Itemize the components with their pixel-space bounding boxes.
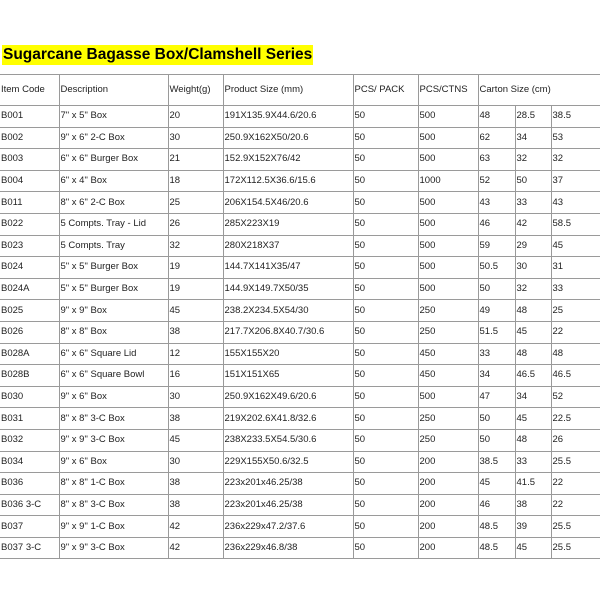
cell-weight: 38 [168, 321, 223, 343]
table-row [0, 408, 600, 430]
cell-carton-height: 22 [551, 494, 600, 516]
cell-product-size: 152.9X152X76/42 [223, 149, 353, 171]
cell-pcs-ctns: 250 [418, 408, 478, 430]
cell-item-code: B037 3-C [0, 537, 59, 559]
cell-weight: 18 [168, 170, 223, 192]
cell-carton-length: 62 [478, 127, 515, 149]
table-row [0, 451, 600, 473]
table-row [0, 429, 600, 451]
cell-product-size: 172X112.5X36.6/15.6 [223, 170, 353, 192]
cell-pcs-pack: 50 [353, 235, 418, 257]
cell-carton-height: 31 [551, 257, 600, 279]
cell-pcs-ctns: 250 [418, 321, 478, 343]
cell-pcs-pack: 50 [353, 278, 418, 300]
cell-product-size: 280X218X37 [223, 235, 353, 257]
cell-pcs-pack: 50 [353, 321, 418, 343]
cell-pcs-ctns: 200 [418, 451, 478, 473]
cell-carton-height: 25 [551, 300, 600, 322]
cell-carton-height: 25.5 [551, 537, 600, 559]
cell-weight: 38 [168, 494, 223, 516]
cell-carton-length: 46 [478, 494, 515, 516]
cell-item-code: B002 [0, 127, 59, 149]
cell-product-size: 219X202.6X41.8/32.6 [223, 408, 353, 430]
cell-weight: 19 [168, 278, 223, 300]
cell-weight: 26 [168, 213, 223, 235]
cell-carton-width: 45 [515, 321, 551, 343]
cell-carton-length: 46 [478, 213, 515, 235]
cell-product-size: 250.9X162X49.6/20.6 [223, 386, 353, 408]
cell-pcs-ctns: 500 [418, 149, 478, 171]
cell-product-size: 191X135.9X44.6/20.6 [223, 106, 353, 128]
cell-pcs-ctns: 250 [418, 429, 478, 451]
cell-carton-height: 53 [551, 127, 600, 149]
cell-pcs-pack: 50 [353, 386, 418, 408]
cell-carton-height: 26 [551, 429, 600, 451]
cell-carton-height: 37 [551, 170, 600, 192]
cell-weight: 19 [168, 257, 223, 279]
cell-pcs-pack: 50 [353, 192, 418, 214]
cell-pcs-pack: 50 [353, 365, 418, 387]
cell-carton-width: 38 [515, 494, 551, 516]
cell-item-code: B023 [0, 235, 59, 257]
cell-product-size: 223x201x46.25/38 [223, 473, 353, 495]
cell-item-code: B003 [0, 149, 59, 171]
cell-carton-width: 33 [515, 451, 551, 473]
cell-carton-width: 48 [515, 343, 551, 365]
cell-description: 5 Compts. Tray - Lid [59, 213, 168, 235]
cell-description: 9" x 9" 1-C Box [59, 516, 168, 538]
cell-carton-width: 28.5 [515, 106, 551, 128]
cell-carton-width: 41.5 [515, 473, 551, 495]
cell-product-size: 151X151X65 [223, 365, 353, 387]
table-row [0, 473, 600, 495]
cell-item-code: B025 [0, 300, 59, 322]
cell-description: 6" x 4" Box [59, 170, 168, 192]
cell-weight: 42 [168, 516, 223, 538]
page-title: Sugarcane Bagasse Box/Clamshell Series [3, 46, 313, 63]
cell-carton-height: 25.5 [551, 516, 600, 538]
table-row [0, 365, 600, 387]
col-header-carton-size: Carton Size (cm) [478, 75, 600, 106]
cell-weight: 42 [168, 537, 223, 559]
col-header-pcs-ctns: PCS/CTNS [418, 75, 478, 106]
table-row [0, 516, 600, 538]
cell-item-code: B026 [0, 321, 59, 343]
cell-pcs-pack: 50 [353, 516, 418, 538]
cell-carton-length: 47 [478, 386, 515, 408]
cell-carton-width: 46.5 [515, 365, 551, 387]
cell-product-size: 206X154.5X46/20.6 [223, 192, 353, 214]
cell-description: 5 Compts. Tray [59, 235, 168, 257]
table-row [0, 321, 600, 343]
cell-carton-width: 42 [515, 213, 551, 235]
cell-item-code: B034 [0, 451, 59, 473]
cell-carton-length: 48 [478, 106, 515, 128]
cell-item-code: B030 [0, 386, 59, 408]
cell-weight: 38 [168, 408, 223, 430]
cell-carton-length: 34 [478, 365, 515, 387]
cell-carton-length: 51.5 [478, 321, 515, 343]
cell-carton-width: 34 [515, 386, 551, 408]
cell-carton-length: 33 [478, 343, 515, 365]
cell-carton-length: 52 [478, 170, 515, 192]
cell-item-code: B004 [0, 170, 59, 192]
cell-item-code: B024A [0, 278, 59, 300]
cell-carton-length: 50.5 [478, 257, 515, 279]
cell-carton-width: 34 [515, 127, 551, 149]
cell-carton-height: 58.5 [551, 213, 600, 235]
cell-carton-length: 48.5 [478, 537, 515, 559]
cell-item-code: B028B [0, 365, 59, 387]
cell-product-size: 236x229x47.2/37.6 [223, 516, 353, 538]
cell-carton-width: 45 [515, 408, 551, 430]
cell-pcs-pack: 50 [353, 149, 418, 171]
cell-pcs-pack: 50 [353, 429, 418, 451]
cell-pcs-ctns: 500 [418, 127, 478, 149]
cell-weight: 30 [168, 386, 223, 408]
cell-pcs-ctns: 200 [418, 516, 478, 538]
table-row [0, 170, 600, 192]
col-header-product-size: Product Size (mm) [223, 75, 353, 106]
cell-weight: 38 [168, 473, 223, 495]
cell-carton-height: 52 [551, 386, 600, 408]
cell-carton-height: 22 [551, 321, 600, 343]
cell-pcs-pack: 50 [353, 537, 418, 559]
cell-item-code: B022 [0, 213, 59, 235]
cell-item-code: B036 3-C [0, 494, 59, 516]
cell-pcs-pack: 50 [353, 473, 418, 495]
cell-pcs-ctns: 1000 [418, 170, 478, 192]
cell-carton-length: 50 [478, 408, 515, 430]
product-spec-table [0, 74, 600, 559]
cell-pcs-pack: 50 [353, 127, 418, 149]
cell-pcs-ctns: 500 [418, 106, 478, 128]
cell-carton-height: 46.5 [551, 365, 600, 387]
cell-item-code: B011 [0, 192, 59, 214]
cell-description: 5" x 5" Burger Box [59, 257, 168, 279]
table-body [0, 106, 600, 559]
cell-item-code: B031 [0, 408, 59, 430]
cell-description: 9" x 6" Box [59, 451, 168, 473]
cell-product-size: 144.7X141X35/47 [223, 257, 353, 279]
cell-pcs-ctns: 500 [418, 257, 478, 279]
cell-pcs-pack: 50 [353, 451, 418, 473]
cell-pcs-ctns: 500 [418, 235, 478, 257]
cell-product-size: 236x229x46.8/38 [223, 537, 353, 559]
cell-carton-width: 32 [515, 149, 551, 171]
cell-description: 5" x 5" Burger Box [59, 278, 168, 300]
cell-item-code: B032 [0, 429, 59, 451]
col-header-item-code: Item Code [0, 75, 59, 106]
cell-product-size: 217.7X206.8X40.7/30.6 [223, 321, 353, 343]
cell-description: 6" x 6" Square Lid [59, 343, 168, 365]
cell-description: 9" x 6" Box [59, 386, 168, 408]
cell-carton-length: 59 [478, 235, 515, 257]
cell-pcs-ctns: 200 [418, 494, 478, 516]
cell-pcs-ctns: 500 [418, 278, 478, 300]
cell-carton-width: 39 [515, 516, 551, 538]
cell-pcs-ctns: 200 [418, 473, 478, 495]
cell-description: 9" x 6" 2-C Box [59, 127, 168, 149]
cell-pcs-ctns: 200 [418, 537, 478, 559]
cell-product-size: 238X233.5X54.5/30.6 [223, 429, 353, 451]
cell-carton-width: 29 [515, 235, 551, 257]
cell-carton-width: 33 [515, 192, 551, 214]
cell-carton-height: 43 [551, 192, 600, 214]
cell-weight: 12 [168, 343, 223, 365]
table-row [0, 300, 600, 322]
cell-pcs-ctns: 250 [418, 300, 478, 322]
cell-carton-width: 50 [515, 170, 551, 192]
cell-carton-length: 48.5 [478, 516, 515, 538]
cell-carton-length: 43 [478, 192, 515, 214]
cell-carton-length: 50 [478, 278, 515, 300]
cell-carton-height: 22 [551, 473, 600, 495]
cell-weight: 45 [168, 300, 223, 322]
cell-carton-width: 30 [515, 257, 551, 279]
cell-carton-length: 38.5 [478, 451, 515, 473]
table-row [0, 494, 600, 516]
table-header-row [0, 75, 600, 106]
cell-item-code: B024 [0, 257, 59, 279]
col-header-weight: Weight(g) [168, 75, 223, 106]
cell-carton-width: 48 [515, 300, 551, 322]
cell-carton-height: 45 [551, 235, 600, 257]
cell-carton-length: 63 [478, 149, 515, 171]
cell-item-code: B036 [0, 473, 59, 495]
cell-product-size: 250.9X162X50/20.6 [223, 127, 353, 149]
cell-description: 8" x 8" 1-C Box [59, 473, 168, 495]
col-header-description: Description [59, 75, 168, 106]
cell-carton-height: 38.5 [551, 106, 600, 128]
table-row [0, 106, 600, 128]
cell-weight: 45 [168, 429, 223, 451]
cell-weight: 30 [168, 127, 223, 149]
cell-weight: 25 [168, 192, 223, 214]
table-row [0, 213, 600, 235]
table-row [0, 278, 600, 300]
cell-description: 9" x 9" Box [59, 300, 168, 322]
cell-carton-width: 48 [515, 429, 551, 451]
cell-weight: 16 [168, 365, 223, 387]
cell-description: 8" x 6" 2-C Box [59, 192, 168, 214]
cell-carton-height: 48 [551, 343, 600, 365]
cell-pcs-pack: 50 [353, 170, 418, 192]
cell-description: 7" x 5" Box [59, 106, 168, 128]
cell-weight: 20 [168, 106, 223, 128]
cell-pcs-pack: 50 [353, 213, 418, 235]
cell-pcs-pack: 50 [353, 343, 418, 365]
table-row [0, 127, 600, 149]
cell-product-size: 238.2X234.5X54/30 [223, 300, 353, 322]
cell-weight: 30 [168, 451, 223, 473]
cell-pcs-ctns: 500 [418, 386, 478, 408]
cell-carton-length: 45 [478, 473, 515, 495]
cell-description: 6" x 6" Square Bowl [59, 365, 168, 387]
table-row [0, 257, 600, 279]
cell-item-code: B001 [0, 106, 59, 128]
cell-product-size: 285X223X19 [223, 213, 353, 235]
cell-item-code: B028A [0, 343, 59, 365]
cell-product-size: 229X155X50.6/32.5 [223, 451, 353, 473]
table-row [0, 343, 600, 365]
cell-description: 8" x 8" Box [59, 321, 168, 343]
cell-description: 8" x 8" 3-C Box [59, 494, 168, 516]
cell-description: 9" x 9" 3-C Box [59, 537, 168, 559]
cell-item-code: B037 [0, 516, 59, 538]
cell-product-size: 155X155X20 [223, 343, 353, 365]
cell-pcs-pack: 50 [353, 300, 418, 322]
cell-description: 6" x 6" Burger Box [59, 149, 168, 171]
cell-carton-length: 49 [478, 300, 515, 322]
cell-product-size: 144.9X149.7X50/35 [223, 278, 353, 300]
cell-pcs-ctns: 450 [418, 365, 478, 387]
table-row [0, 235, 600, 257]
cell-carton-length: 50 [478, 429, 515, 451]
cell-pcs-ctns: 500 [418, 192, 478, 214]
cell-carton-height: 33 [551, 278, 600, 300]
cell-pcs-pack: 50 [353, 106, 418, 128]
table-row [0, 192, 600, 214]
cell-carton-height: 25.5 [551, 451, 600, 473]
cell-carton-width: 45 [515, 537, 551, 559]
cell-carton-width: 32 [515, 278, 551, 300]
cell-pcs-ctns: 450 [418, 343, 478, 365]
cell-pcs-pack: 50 [353, 408, 418, 430]
cell-pcs-pack: 50 [353, 257, 418, 279]
cell-pcs-ctns: 500 [418, 213, 478, 235]
cell-weight: 21 [168, 149, 223, 171]
cell-description: 9" x 9" 3-C Box [59, 429, 168, 451]
cell-weight: 32 [168, 235, 223, 257]
cell-pcs-pack: 50 [353, 494, 418, 516]
cell-description: 8" x 8" 3-C Box [59, 408, 168, 430]
table-row [0, 537, 600, 559]
col-header-pcs-pack: PCS/ PACK [353, 75, 418, 106]
table-row [0, 386, 600, 408]
cell-carton-height: 22.5 [551, 408, 600, 430]
cell-product-size: 223x201x46.25/38 [223, 494, 353, 516]
table-row [0, 149, 600, 171]
cell-carton-height: 32 [551, 149, 600, 171]
